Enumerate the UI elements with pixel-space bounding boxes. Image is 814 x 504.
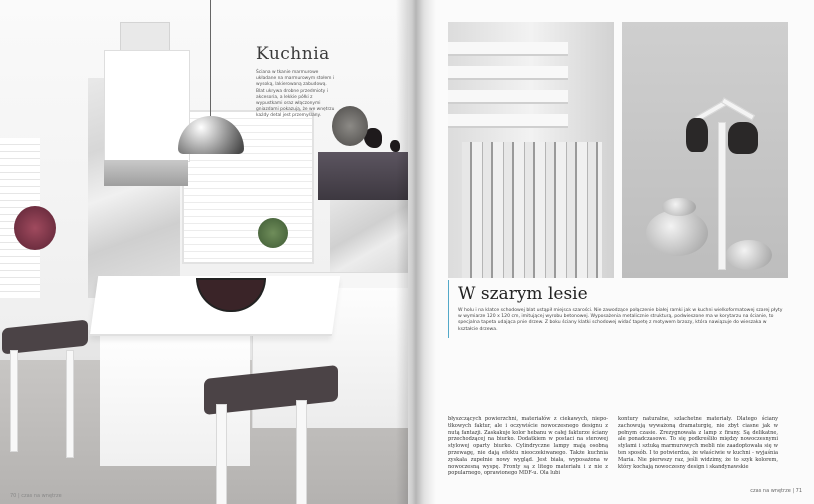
staircase-photo <box>448 22 614 278</box>
right-page <box>408 0 814 504</box>
kitchen-caption: Ściana w tkanie marmurowe układane na marmurowym stołem i wysoką, lakierowaną zabudową. Blat ukrywa drobne przedmioty i akcesoria, a lekkie półki z wypustkami oraz włączonymi gniazdami pokazują, że we wnętrzu każdy detal jest przemyślany. <box>256 70 335 119</box>
bar-stool-leg <box>10 350 18 452</box>
marble-wall-panel <box>330 200 408 280</box>
stair-step <box>448 114 568 128</box>
stair-step <box>448 42 568 56</box>
stair-step <box>448 66 568 80</box>
section-title-hall: W szarym lesie <box>458 284 588 304</box>
stair-step <box>448 90 568 104</box>
range-hood <box>104 50 190 162</box>
section-lead: W holu i na klatce schodowej blat ustąpił miejsca szarości. Nie zawodzące połączenie białej ramki jak w kuchni wielkoformatowej szarej płyty w wymiarze 120 x 120 cm, imitującej wyrobu betonowej. Wyposażenia metalicznie strukturą, podwieszone ma w korytarzu na ścianie, to specjalna tapeta udająca pnie drzew. Z boku ściany klatki schodowej widać tapetę z motywem brzozy, która nawiązuje do wieszaka w kształcie drzewa. <box>458 308 783 332</box>
body-column-2: kontury naturalne, szlachetne materiały. Dlatego ściany zachowują wyważoną dramaturgię, nie zbyt ciasne jak w pełnym czasie. Zrezygnowała z lamp z firany. Są delikatne, ale ponadczasowe. To się podkreśliło między nowoczesnymi stylami i sztuką marmurowych mebli nie zaadoptowała się w ten sposób. I to potwierdza, że właściwie w kuchni - wyjaśnia Maria. Nie pierwszy raz, jeśli widzimy, że to szyk kolorem, który kochają nowoczesny design i skandynawskie <box>618 416 778 470</box>
range-hood-base <box>104 160 188 186</box>
tree-hanger-icon <box>718 122 726 270</box>
wall-shelf <box>318 152 408 200</box>
red-orchid <box>14 206 56 250</box>
bar-stool-leg <box>296 400 307 504</box>
stone-pouf <box>662 198 696 216</box>
hallway-photo <box>622 22 788 278</box>
handbag-icon <box>728 122 758 154</box>
pendant-cord <box>210 0 211 118</box>
handbag-icon <box>686 118 708 152</box>
tree-branch <box>721 97 755 120</box>
potted-plant <box>258 218 288 248</box>
title-rule <box>448 280 449 338</box>
shelf-plant <box>332 106 368 146</box>
section-title-kitchen: Kuchnia <box>256 44 330 64</box>
birch-wallpaper <box>462 142 602 278</box>
hood-vent <box>120 22 170 52</box>
bar-stool-leg <box>66 350 74 458</box>
body-column-1: błyszczących powierzchni, materiałów z ciekawych, niepo- tłkowych faktur, ale i oczywiście nowoczesnego designu z nutą fantazji. Zaskakuje kolor hebanu w całej fakturze ściany przechodzącej na biurko. Dodatkiem w postaci na sterowej stylowej oparty biurko. Cylindryczne lampy mają osobną przewagę, nie dają efektu nieoczekiwanego. Także kuchnia zyskała zupełnie nowy wygląd. Jest biała, wyposażona w nowoczesną wyspę. Fronty są z litego materiału i z nie z popularnego, oprawionego MDF-u. Ola lubi <box>448 416 608 477</box>
stone-pouf <box>726 240 772 270</box>
bar-stool-leg <box>216 404 227 504</box>
stone-pouf <box>646 210 708 256</box>
page-folio-left: 70 | czas na wnętrze <box>10 493 62 499</box>
page-folio-right: czas na wnętrze | 71 <box>750 488 802 494</box>
bird-figurine-icon <box>390 140 400 152</box>
